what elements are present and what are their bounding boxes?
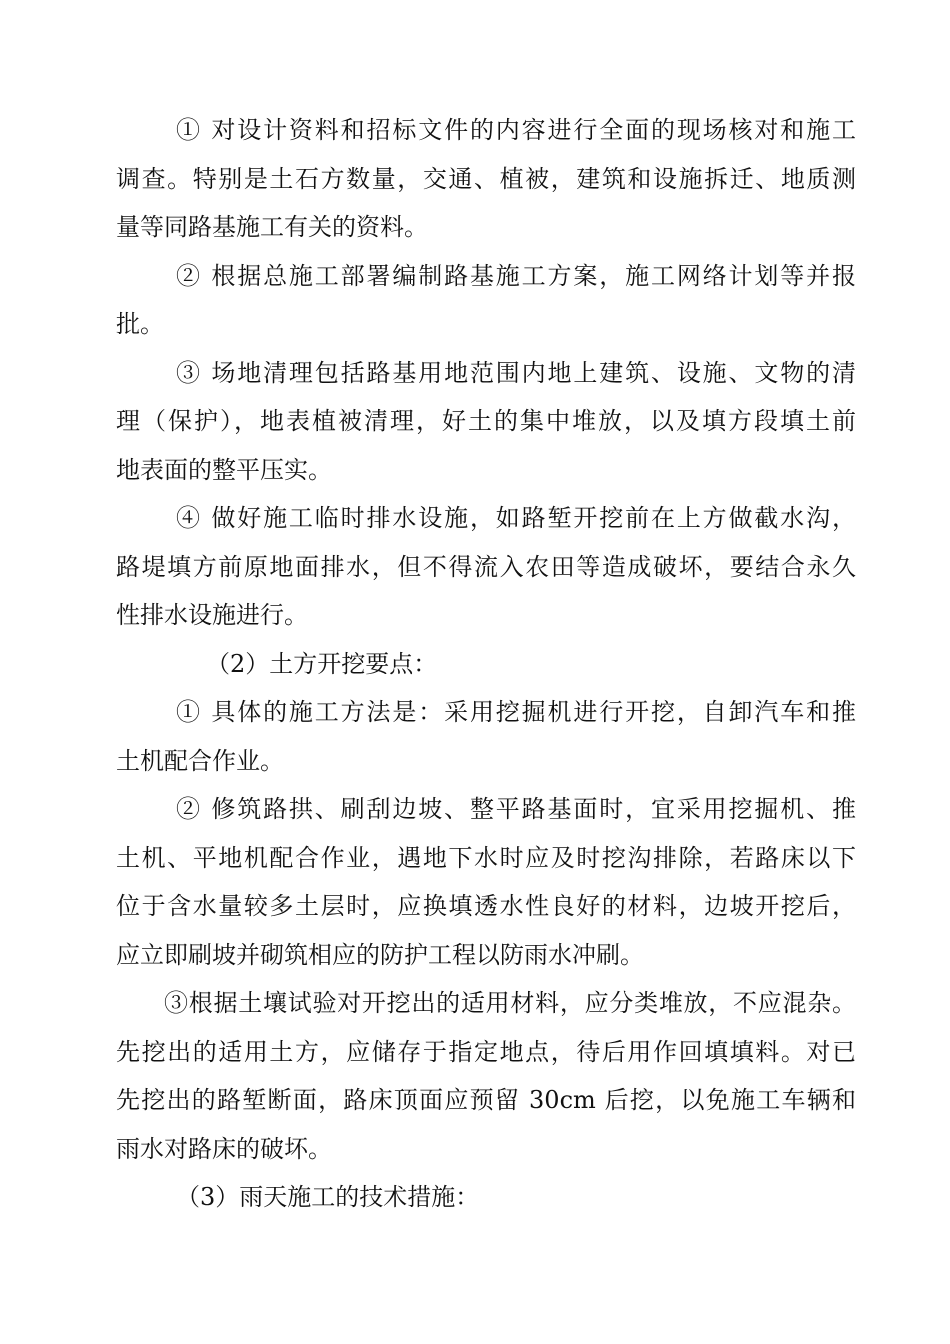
text-line: 土机、平地机配合作业，遇地下水时应及时挖沟排除，若路床以下 xyxy=(116,843,856,872)
section-heading: （2）土方开挖要点： xyxy=(206,649,438,678)
text-line: 批。 xyxy=(116,310,164,338)
text-line: 雨水对路床的破坏。 xyxy=(116,1134,332,1163)
text-line: 性排水设施进行。 xyxy=(116,601,308,629)
section-heading: （3）雨天施工的技术措施： xyxy=(176,1183,480,1211)
text-line: ① 具体的施工方法是：采用挖掘机进行开挖，自卸汽车和推 xyxy=(176,698,856,726)
text-line: ④ 做好施工临时排水设施，如路堑开挖前在上方做截水沟， xyxy=(176,504,856,532)
text-line: 应立即刷坡并砌筑相应的防护工程以防雨水冲刷。 xyxy=(116,940,644,969)
document-body xyxy=(116,110,856,1226)
text-line: 土机配合作业。 xyxy=(116,746,284,775)
text-line: ② 修筑路拱、刷刮边坡、整平路基面时，宜采用挖掘机、推 xyxy=(176,795,856,823)
text-line: 先挖出的适用土方，应储存于指定地点，待后用作回填填料。对已 xyxy=(116,1037,856,1066)
text-line: 量等同路基施工有关的资料。 xyxy=(116,213,428,241)
text-line: ① 对设计资料和招标文件的内容进行全面的现场核对和施工 xyxy=(176,116,856,144)
text-line: 位于含水量较多土层时，应换填透水性良好的材料，边坡开挖后， xyxy=(116,892,856,920)
text-line: 理（保护），地表植被清理，好土的集中堆放，以及填方段填土前 xyxy=(116,407,856,435)
text-line: 路堤填方前原地面排水，但不得流入农田等造成破坏，要结合永久 xyxy=(116,552,856,581)
text-line: ③ 场地清理包括路基用地范围内地上建筑、设施、文物的清 xyxy=(176,358,856,387)
text-line: 地表面的整平压实。 xyxy=(116,455,332,484)
text-line: 先挖出的路堑断面，路床顶面应预留 30cm 后挖，以免施工车辆和 xyxy=(116,1086,856,1114)
text-line: 调查。特别是土石方数量，交通、植被，建筑和设施拆迁、地质测 xyxy=(116,164,856,193)
text-line: ② 根据总施工部署编制路基施工方案，施工网络计划等并报 xyxy=(176,261,856,290)
text-line: ③根据土壤试验对开挖出的适用材料，应分类堆放，不应混杂。 xyxy=(164,989,856,1017)
